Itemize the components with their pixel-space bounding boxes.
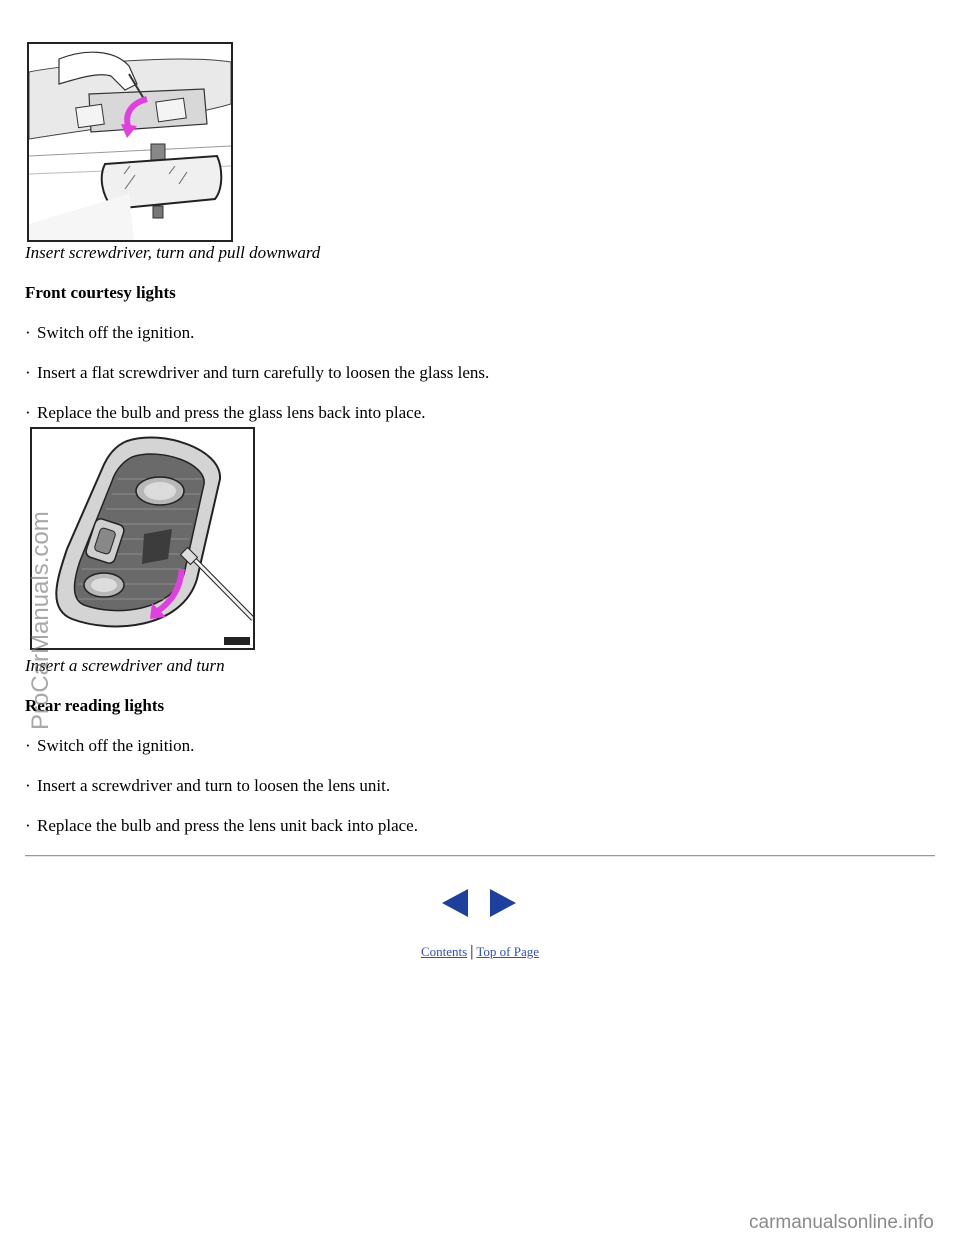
figure-caption-front: Insert screwdriver, turn and pull downward [25, 243, 321, 262]
bullet: · [25, 736, 31, 755]
bullet: · [25, 323, 31, 342]
previous-page-button[interactable] [442, 889, 468, 917]
front-courtesy-light-illustration [27, 42, 233, 242]
step-text: Replace the bulb and press the glass lens back into place. [37, 403, 426, 422]
footer-links [0, 943, 960, 961]
bullet: · [25, 816, 31, 835]
side-watermark: ProCarManuals.com [27, 511, 54, 730]
contents-link[interactable]: Contents [420, 944, 468, 959]
section-heading-rear-reading-lights: Rear reading lights [25, 696, 165, 715]
step-item [25, 816, 418, 836]
step-text: Insert a screwdriver and turn to loosen the lens unit. [37, 776, 391, 795]
horizontal-divider [25, 855, 935, 857]
step-item [25, 323, 194, 343]
step-item [25, 403, 426, 423]
bullet: · [25, 403, 31, 422]
next-page-button[interactable] [490, 889, 516, 917]
triangle-right-icon [490, 889, 516, 917]
link-separator: | [470, 943, 474, 960]
step-text: Insert a flat screwdriver and turn carefully to loosen the glass lens. [37, 363, 490, 382]
rear-reading-light-illustration [30, 427, 255, 650]
step-item [25, 363, 489, 383]
step-item [25, 776, 390, 796]
figure-caption-rear: Insert a screwdriver and turn [25, 656, 225, 675]
top-of-page-link[interactable]: Top of Page [476, 944, 540, 959]
bottom-watermark: carmanualsonline.info [749, 1212, 934, 1233]
bullet: · [25, 776, 31, 795]
section-heading-front-courtesy-lights: Front courtesy lights [25, 283, 176, 302]
step-text: Replace the bulb and press the lens unit back into place. [37, 816, 418, 835]
bullet: · [25, 363, 31, 382]
triangle-left-icon [442, 889, 468, 917]
step-text: Switch off the ignition. [37, 736, 195, 755]
step-text: Switch off the ignition. [37, 323, 195, 342]
step-item [25, 736, 194, 756]
